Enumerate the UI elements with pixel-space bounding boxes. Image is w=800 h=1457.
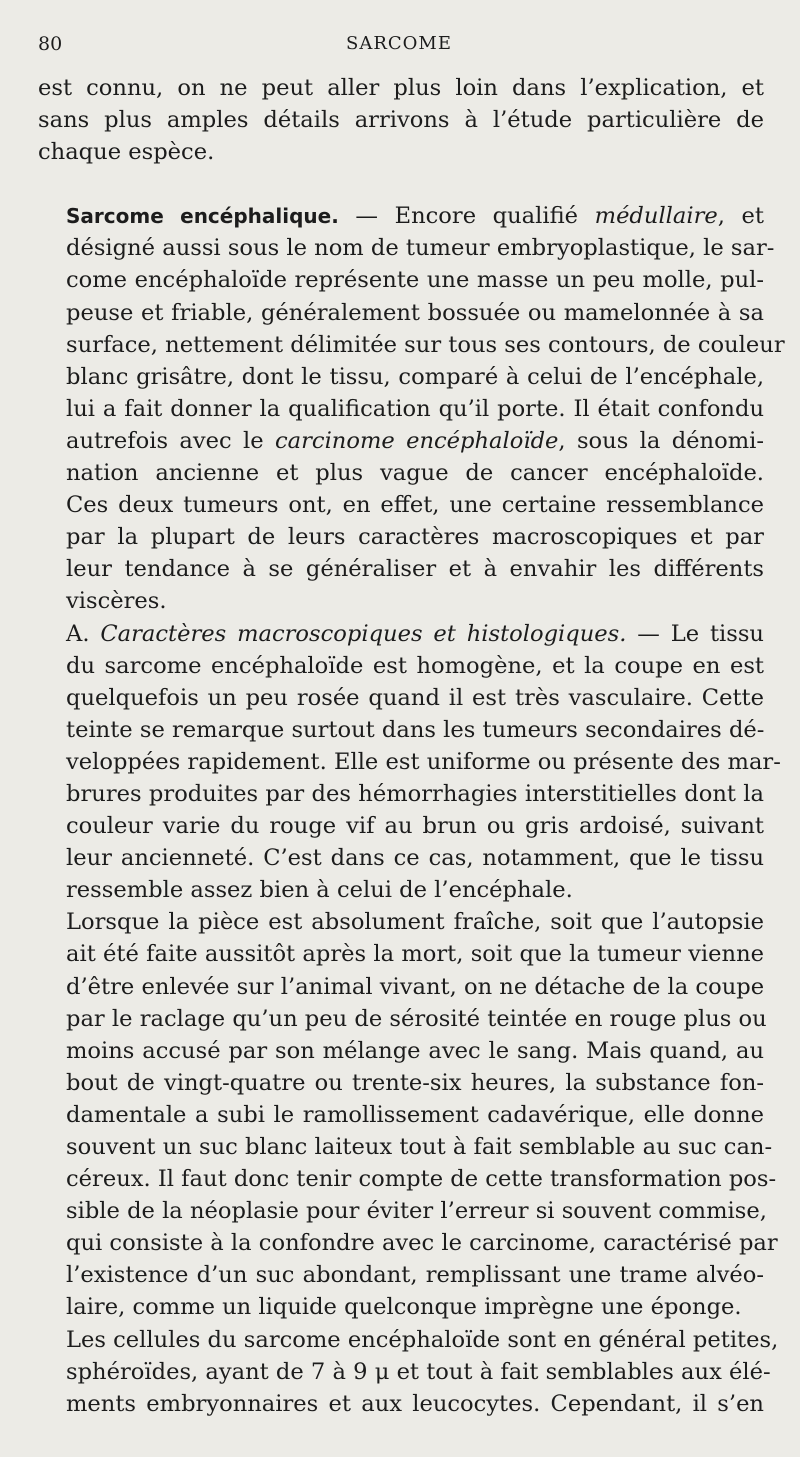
paragraph-sarcome-encephalique bbox=[38, 200, 785, 617]
text-line: sans plus amples détails arrivons à l’étude particulière de bbox=[38, 107, 764, 134]
text-line: peuse et friable, généralement bossuée ou mamelonnée à sa bbox=[66, 299, 764, 326]
section-heading: Sarcome encéphalique. bbox=[66, 204, 339, 229]
text-line: Les cellules du sarcome encéphaloïde sont en général petites, bbox=[66, 1326, 779, 1353]
text-line: céreux. Il faut donc tenir compte de cette transformation pos- bbox=[66, 1166, 777, 1193]
text-line: quelquefois un peu rosée quand il est très vasculaire. Cette bbox=[66, 684, 764, 711]
text-line: chaque espèce. bbox=[38, 139, 215, 166]
text-line: blanc grisâtre, dont le tissu, comparé à celui de l’encéphale, bbox=[66, 363, 764, 390]
text-line: ait été faite aussitôt après la mort, soit que la tumeur vienne bbox=[66, 941, 764, 968]
italic-heading: Caractères macroscopiques et histologiques. bbox=[100, 620, 627, 647]
text-line: sphéroïdes, ayant de 7 à 9 μ et tout à fait semblables aux élé- bbox=[66, 1358, 771, 1385]
text-line: sible de la néoplasie pour éviter l’erreur si souvent commise, bbox=[66, 1198, 767, 1225]
text-line: leur tendance à se généraliser et à envahir les différents bbox=[66, 556, 764, 583]
text-line: souvent un suc blanc laiteux tout à fait semblable au suc can- bbox=[66, 1134, 773, 1160]
text-line: ressemble assez bien à celui de l’encéphale. bbox=[66, 877, 573, 904]
text-line: du sarcome encéphaloïde est homogène, et la coupe en est bbox=[66, 652, 764, 679]
text-line: couleur varie du rouge vif au brun ou gris ardoisé, suivant bbox=[66, 813, 764, 840]
text-line: l’existence d’un suc abondant, remplissant une trame alvéo- bbox=[66, 1262, 764, 1289]
text-line: veloppées rapidement. Elle est uniforme ou présente des mar- bbox=[66, 748, 781, 775]
paragraph-piece-fraiche bbox=[38, 906, 778, 1323]
text-line: viscères. bbox=[66, 588, 167, 615]
paragraph-cellules bbox=[38, 1324, 779, 1420]
text-line: ments embryonnaires et aux leucocytes. Cependant, il s’en bbox=[66, 1390, 764, 1417]
page-header bbox=[38, 33, 760, 59]
running-head: SARCOME bbox=[346, 33, 452, 54]
text-line: autrefois avec le carcinome encéphaloïde, sous la dénomi- bbox=[66, 427, 764, 454]
text-line: damentale a subi le ramollissement cadavérique, elle donne bbox=[66, 1101, 764, 1128]
text-line: bout de vingt-quatre ou trente-six heures, la substance fon- bbox=[66, 1069, 764, 1096]
text-line: brures produites par des hémorrhagies interstitielles dont la bbox=[66, 780, 764, 807]
text-line: lui a fait donner la qualification qu’il porte. Il était confondu bbox=[66, 395, 764, 422]
text-line: désigné aussi sous le nom de tumeur embryoplastique, le sar- bbox=[66, 235, 775, 262]
text-line: nation ancienne et plus vague de cancer encéphaloïde. bbox=[66, 460, 764, 487]
text-line: Lorsque la pièce est absolument fraîche, soit que l’autopsie bbox=[66, 909, 764, 936]
text-line: par le raclage qu’un peu de sérosité teintée en rouge plus ou bbox=[66, 1005, 767, 1032]
text-line: moins accusé par son mélange avec le sang. Mais quand, au bbox=[66, 1037, 764, 1064]
text-line: d’être enlevée sur l’animal vivant, on ne détache de la coupe bbox=[66, 973, 765, 1000]
text-line: come encéphaloïde représente une masse un peu molle, pul- bbox=[66, 267, 764, 294]
paragraph-caracteres bbox=[38, 618, 781, 907]
text-line: par la plupart de leurs caractères macroscopiques et par bbox=[66, 524, 764, 551]
text-line: qui consiste à la confondre avec le carcinome, caractérisé par bbox=[66, 1230, 778, 1257]
page-number: 80 bbox=[38, 33, 63, 55]
italic-term: médullaire bbox=[594, 203, 718, 230]
paragraph-continuation bbox=[38, 72, 764, 168]
text-line: leur ancienneté. C’est dans ce cas, notamment, que le tissu bbox=[66, 845, 764, 872]
body-text bbox=[38, 72, 785, 1420]
text-line: A. Caractères macroscopiques et histologiques. — Le tissu bbox=[66, 620, 764, 647]
text-line: laire, comme un liquide quelconque imprègne une éponge. bbox=[66, 1294, 742, 1321]
text-line: est connu, on ne peut aller plus loin dans l’explication, et bbox=[38, 75, 764, 101]
italic-term: carcinome encéphaloïde bbox=[274, 427, 559, 454]
text-line: Sarcome encéphalique. — Encore qualifié médullaire, et bbox=[66, 203, 764, 230]
text-line: surface, nettement délimitée sur tous ses contours, de couleur bbox=[66, 331, 785, 358]
text-line: teinte se remarque surtout dans les tumeurs secondaires dé- bbox=[66, 716, 765, 743]
text-line: Ces deux tumeurs ont, en effet, une certaine ressemblance bbox=[66, 492, 764, 519]
